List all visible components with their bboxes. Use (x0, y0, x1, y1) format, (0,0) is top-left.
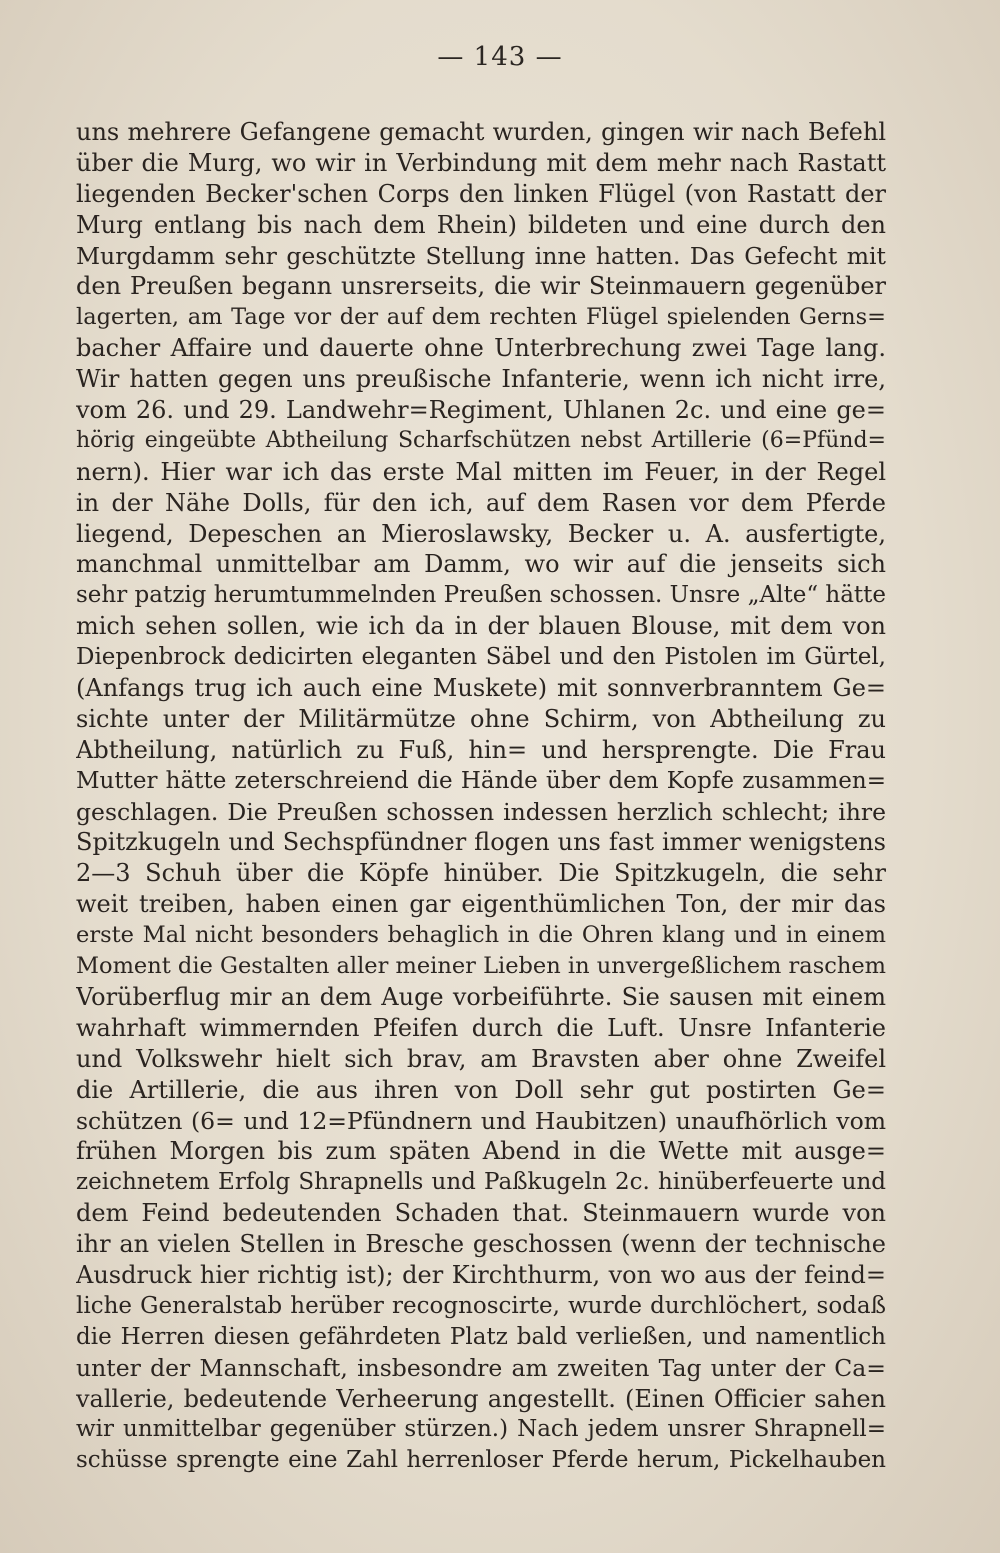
text-line: weit treiben, haben einen gar eigenthümlichen Ton, der mir das (76, 890, 886, 919)
text-line: sehr patzig herumtummelnden Preußen schossen. Unsre „Alte“ hätte (76, 582, 886, 609)
text-line: Abtheilung, natürlich zu Fuß, hin= und hersprengte. Die Frau (76, 735, 886, 764)
text-line: lagerten, am Tage vor der auf dem rechten Flügel spielenden Gerns= (76, 304, 886, 331)
text-line: liegend, Depeschen an Mieroslawsky, Becker u. A. ausfertigte, (76, 519, 886, 548)
text-line: (Anfangs trug ich auch eine Muskete) mit sonnverbranntem Ge= (76, 674, 886, 703)
text-line: liche Generalstab herüber recognoscirte, wurde durchlöchert, sodaß (76, 1292, 886, 1319)
text-line: Diepenbrock dedicirten eleganten Säbel und den Pistolen im Gürtel, (76, 644, 886, 671)
text-line: mich sehen sollen, wie ich da in der blauen Blouse, mit dem von (76, 612, 886, 641)
text-line: uns mehrere Gefangene gemacht wurden, gingen wir nach Befehl (76, 118, 886, 146)
text-line: Vorüberflug mir an dem Auge vorbeiführte. Sie sausen mit einem (76, 982, 886, 1011)
text-line: unter der Mannschaft, insbesondre am zweiten Tag unter der Ca= (76, 1353, 886, 1382)
text-line: vallerie, bedeutende Verheerung angestellt. (Einen Officier sahen (76, 1384, 886, 1413)
text-line: vom 26. und 29. Landwehr=Regiment, Uhlanen 2c. und eine ge= (76, 396, 886, 425)
text-line: in der Nähe Dolls, für den ich, auf dem Rasen vor dem Pferde (76, 488, 886, 517)
text-line: geschlagen. Die Preußen schossen indessen herzlich schlecht; ihre (76, 797, 886, 826)
text-line: hörig eingeübte Abtheilung Scharfschützen nebst Artillerie (6=Pfünd= (76, 427, 886, 453)
text-line: wir unmittelbar gegenüber stürzen.) Nach jedem unsrer Shrapnell= (76, 1416, 886, 1443)
text-line: Wir hatten gegen uns preußische Infanterie, wenn ich nicht irre, (76, 365, 886, 394)
text-line: nern). Hier war ich das erste Mal mitten im Feuer, in der Regel (76, 457, 886, 486)
text-line: und Volkswehr hielt sich brav, am Bravsten aber ohne Zweifel (76, 1044, 886, 1073)
text-line: Murg entlang bis nach dem Rhein) bildeten und eine durch den (76, 210, 886, 239)
text-line: die Herren diesen gefährdeten Platz bald verließen, und namentlich (76, 1323, 886, 1350)
text-line: zeichnetem Erfolg Shrapnells und Paßkugeln 2c. hinüberfeuerte und (76, 1169, 886, 1196)
text-line: den Preußen begann unsrerseits, die wir Steinmauern gegenüber (76, 272, 886, 301)
text-line: liegenden Becker'schen Corps den linken Flügel (von Rastatt der (76, 179, 886, 208)
text-line: manchmal unmittelbar am Damm, wo wir auf die jenseits sich (76, 550, 886, 579)
text-line: dem Feind bedeutenden Schaden that. Steinmauern wurde von (76, 1199, 886, 1228)
text-line: die Artillerie, die aus ihren von Doll sehr gut postirten Ge= (76, 1075, 886, 1104)
text-line: ihr an vielen Stellen in Bresche geschossen (wenn der technische (76, 1230, 886, 1259)
text-line: Mutter hätte zeterschreiend die Hände über dem Kopfe zusammen= (76, 767, 886, 794)
text-line: wahrhaft wimmernden Pfeifen durch die Luft. Unsre Infanterie (76, 1013, 886, 1042)
text-line: sichte unter der Militärmütze ohne Schirm, von Abtheilung zu (76, 704, 886, 733)
page-number: — 143 — (437, 42, 563, 72)
text-line: 2—3 Schuh über die Köpfe hinüber. Die Spitzkugeln, die sehr (76, 859, 886, 888)
body-text (76, 117, 886, 1476)
text-line: schützen (6= und 12=Pfündnern und Haubitzen) unaufhörlich vom (76, 1106, 886, 1135)
text-line: bacher Affaire und dauerte ohne Unterbrechung zwei Tage lang. (76, 334, 886, 363)
text-line: erste Mal nicht besonders behaglich in die Ohren klang und in einem (76, 922, 886, 949)
text-line: Spitzkugeln und Sechspfündner flogen uns fast immer wenigstens (76, 828, 886, 857)
text-line: über die Murg, wo wir in Verbindung mit dem mehr nach Rastatt (76, 148, 886, 177)
text-line: Ausdruck hier richtig ist); der Kirchthurm, von wo aus der feind= (76, 1260, 886, 1289)
text-line: Moment die Gestalten aller meiner Lieben in unvergeßlichem raschem (76, 953, 886, 980)
text-line: frühen Morgen bis zum späten Abend in die Wette mit ausge= (76, 1137, 886, 1166)
text-line: schüsse sprengte eine Zahl herrenloser Pferde herum, Pickelhauben (76, 1447, 886, 1474)
text-line: Murgdamm sehr geschützte Stellung inne hatten. Das Gefecht mit (76, 241, 886, 270)
